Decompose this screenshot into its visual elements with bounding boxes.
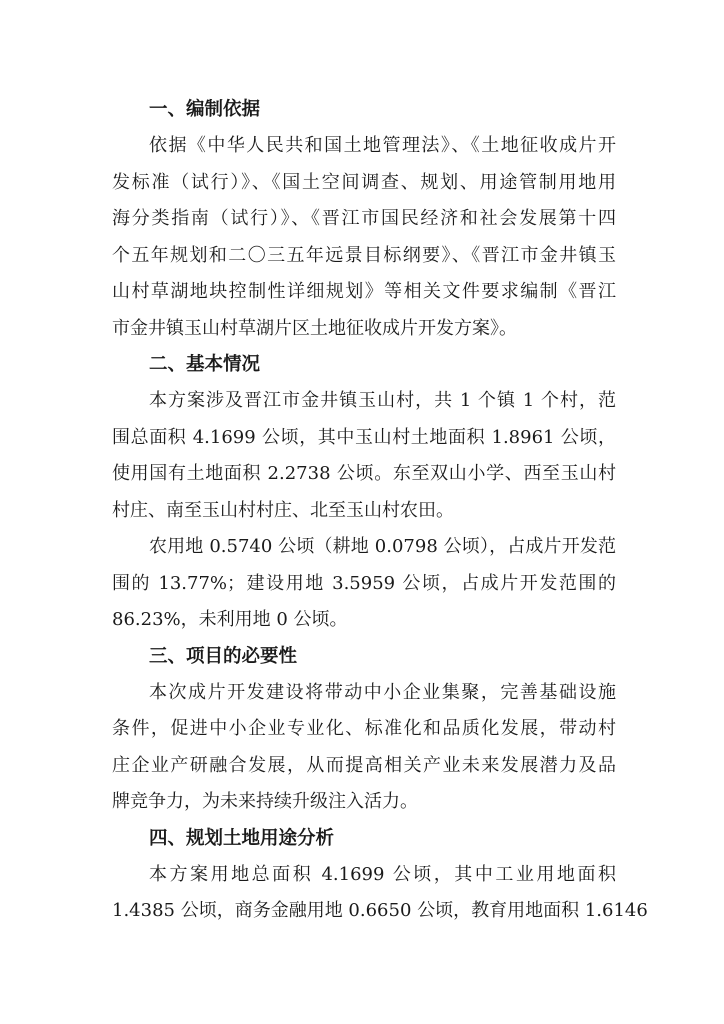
section-heading-land-use-analysis: 四、规划土地用途分析 [149,827,335,849]
text-line: 依据《中华人民共和国土地管理法》、《土地征收成片开 [149,135,616,156]
text-line: 条件，促进中小企业专业化、标准化和品质化发展，带动村 [112,718,616,739]
paragraph-necessity [112,675,616,821]
text-line: 农用地 0.5740 公顷（耕地 0.0798 公顷），占成片开发范 [149,536,616,557]
text-line: 使用国有土地面积 2.2738 公顷。东至双山小学、西至玉山村 [112,463,616,484]
text-line: 庄企业产研融合发展，从而提高相关产业未来发展潜力及品 [112,754,616,776]
document-page [112,92,648,930]
text-line: 市金井镇玉山村草湖片区土地征收成片开发方案》。 [112,317,517,339]
section-heading-basic-info: 二、基本情况 [149,354,261,375]
text-line: 围的 13.77%；建设用地 3.5959 公顷，占成片开发范围的 [112,572,616,594]
text-line: 围总面积 4.1699 公顷，其中玉山村土地面积 1.8961 公顷， [112,426,616,448]
section-heading-basis: 一、编制依据 [149,99,261,120]
paragraph-basic-info-scope [112,383,616,529]
text-line: 村庄、南至玉山村村庄、北至玉山村农田。 [112,499,454,521]
text-line: 发标准（试行）》、《国土空间调查、规划、用途管制用地用 [112,171,616,193]
section-heading-necessity: 三、项目的必要性 [149,645,298,667]
text-line: 牌竞争力，为未来持续升级注入活力。 [112,791,418,812]
text-line: 86.23%，未利用地 0 公顷。 [112,609,348,630]
text-line: 本次成片开发建设将带动中小企业集聚，完善基础设施 [149,681,616,703]
paragraph-basis [112,128,616,347]
text-line: 本方案涉及晋江市金井镇玉山村，共 1 个镇 1 个村，范 [149,390,616,411]
text-line: 山村草湖地块控制性详细规划》等相关文件要求编制《晋江 [112,281,616,302]
paragraph-land-use-analysis [112,857,648,930]
text-line: 本方案用地总面积 4.1699 公顷，其中工业用地面积 [149,863,616,885]
text-line: 1.4385 公顷，商务金融用地 0.6650 公顷，教育用地面积 1.6146 [112,900,648,921]
paragraph-basic-info-land-use [112,529,616,639]
text-line: 个五年规划和二〇三五年远景目标纲要》、《晋江市金井镇玉 [112,244,616,266]
text-line: 海分类指南（试行）》、《晋江市国民经济和社会发展第十四 [112,208,616,229]
